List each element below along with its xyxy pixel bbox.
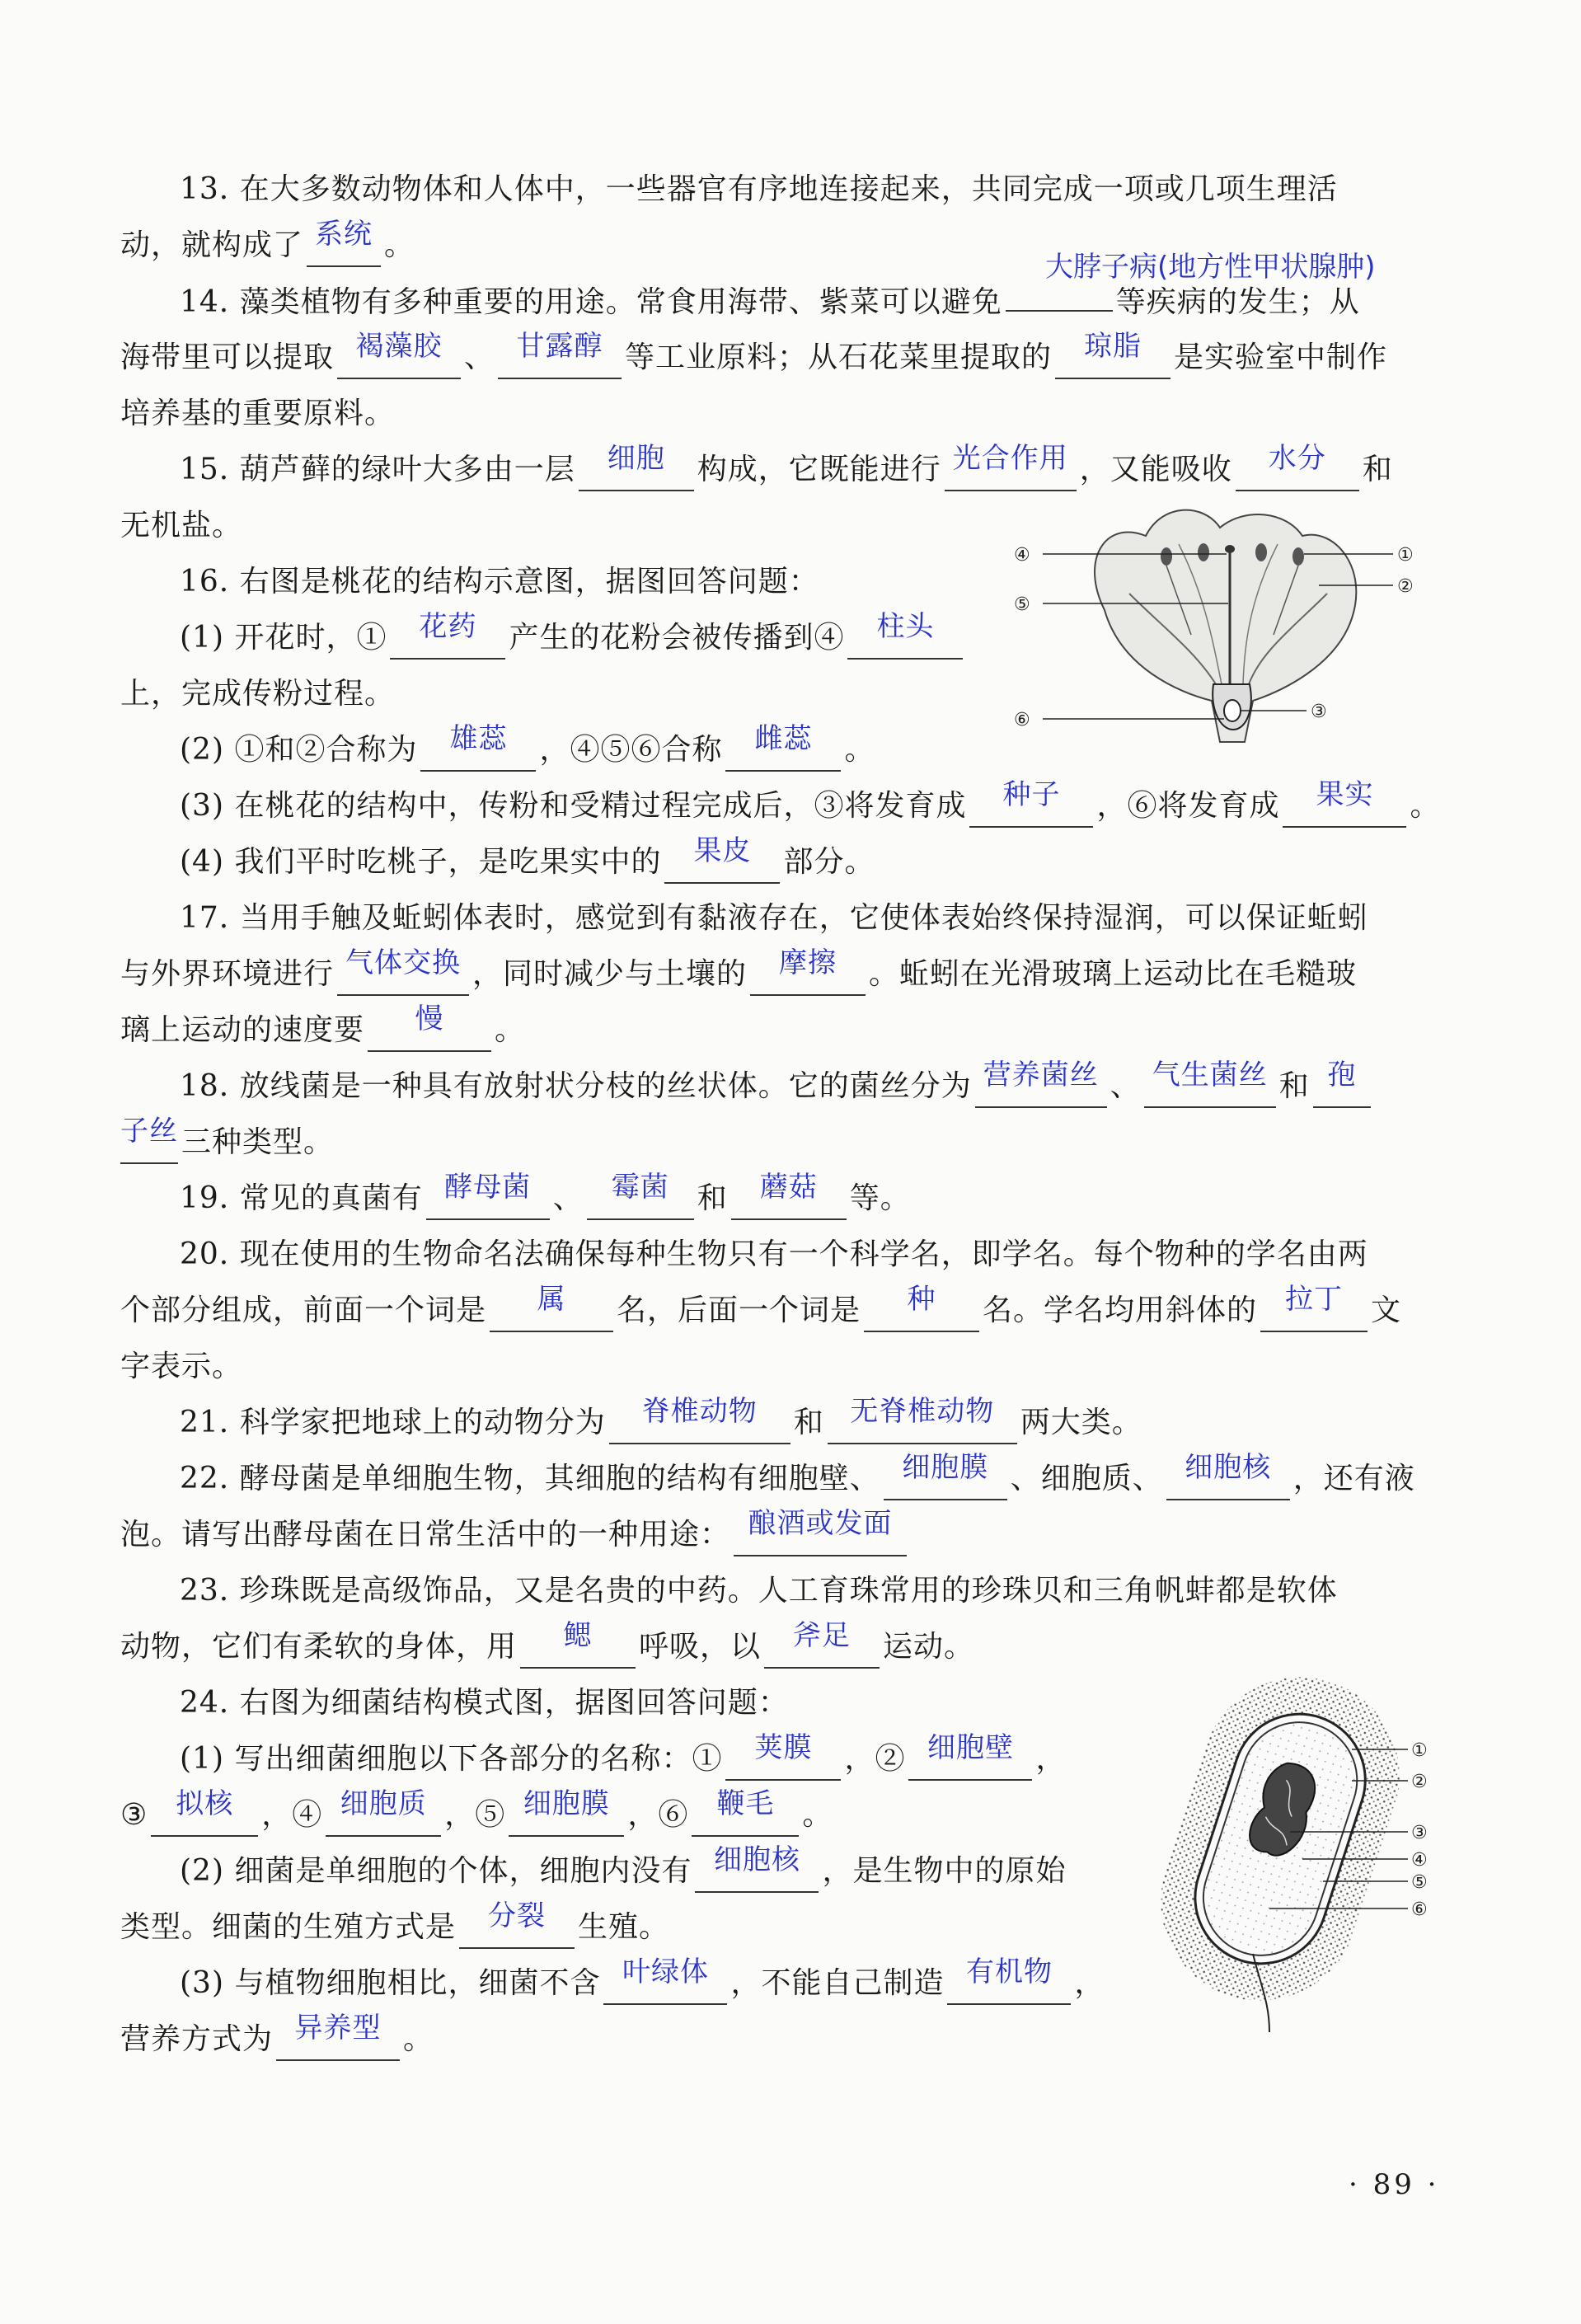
q19-blank-3[interactable] <box>731 1171 847 1220</box>
q15-text: ，又能吸收 <box>1079 453 1232 486</box>
q24-answer-8: 分裂 <box>488 1899 547 1932</box>
q15-blank-1[interactable] <box>579 442 694 491</box>
q16-answer-6: 果实 <box>1316 778 1374 811</box>
q23-line1: 23. 珍珠既是高级饰品，又是名贵的中药。人工育珠常用的珍珠贝和三角帆蚌都是软体 <box>180 1574 1338 1608</box>
q19-blank-2[interactable] <box>587 1171 694 1220</box>
q24-answer-2: 细胞壁 <box>927 1731 1014 1764</box>
q24-answer-1: 荚膜 <box>754 1731 813 1764</box>
q19-text: 、 <box>552 1181 584 1215</box>
bacterium-label-1: ① <box>1411 1740 1428 1761</box>
q24-text: ，⑥ <box>627 1798 689 1832</box>
q24-blank-2[interactable] <box>908 1731 1032 1781</box>
flower-label-4: ④ <box>1014 545 1030 566</box>
q17-line2 <box>120 946 1439 1002</box>
flower-label-3: ③ <box>1311 702 1327 722</box>
q14-answer-3: 甘露醇 <box>516 330 603 363</box>
q20-blank-2[interactable] <box>864 1283 979 1332</box>
q19-text: 和 <box>697 1181 728 1215</box>
q24-text: 。 <box>403 2022 434 2056</box>
q17-blank-3[interactable] <box>368 1002 491 1052</box>
q14-line3: 培养基的重要原料。 <box>120 397 396 430</box>
question-20 <box>120 1227 1439 1395</box>
q24-text: (1) 写出细菌细胞以下各部分的名称：① <box>180 1742 723 1776</box>
q19-text: 等。 <box>849 1181 911 1215</box>
q20-answer-3: 拉丁 <box>1285 1283 1344 1316</box>
bacterium-label-3: ③ <box>1411 1823 1428 1843</box>
q14-line2 <box>120 330 1439 386</box>
q19-answer-3: 蘑菇 <box>759 1171 818 1204</box>
q17-text: ，同时减少与土壤的 <box>472 957 748 991</box>
q24-blank-1[interactable] <box>725 1731 841 1781</box>
question-18 <box>120 1059 1439 1171</box>
flower-label-5: ⑤ <box>1014 594 1030 615</box>
flower-label-6: ⑥ <box>1014 710 1030 730</box>
q14-blank-1[interactable] <box>1006 274 1113 312</box>
q24-line1: 24. 右图为细菌结构模式图，据图回答问题： <box>180 1686 789 1720</box>
q13-text: 动，就构成了 <box>120 228 304 262</box>
q16-blank-3[interactable] <box>420 722 536 772</box>
q18-answer-2: 气生菌丝 <box>1152 1059 1268 1092</box>
peach-flower-figure <box>1006 495 1434 767</box>
q20-line3: 字表示。 <box>120 1350 243 1383</box>
q24-text: ③ <box>120 1798 148 1832</box>
q24-blank-3[interactable] <box>151 1787 258 1837</box>
q24-text: ，⑤ <box>444 1798 506 1832</box>
q20-blank-1[interactable] <box>490 1283 613 1332</box>
q18-line1 <box>120 1059 1439 1115</box>
q24-text: 生殖。 <box>578 1910 670 1944</box>
q24-text: (3) 与植物细胞相比，细菌不含 <box>180 1966 601 2000</box>
q14-blank-3[interactable] <box>498 330 622 379</box>
q16-text: ，④⑤⑥合称 <box>539 733 723 767</box>
q15-line2: 无机盐。 <box>120 509 243 542</box>
q22-answer-3: 酿酒或发面 <box>748 1507 893 1540</box>
bacterium-label-4: ④ <box>1411 1850 1428 1871</box>
q22-blank-3[interactable] <box>734 1507 907 1556</box>
q16-blank-2[interactable] <box>847 610 963 660</box>
q23-text: 呼吸，以 <box>639 1630 762 1664</box>
q24-text: 类型。细菌的生殖方式是 <box>120 1910 457 1944</box>
q18-answer-3a: 孢 <box>1327 1059 1357 1092</box>
q17-answer-3: 慢 <box>415 1002 444 1035</box>
q14-text: 海带里可以提取 <box>120 340 335 374</box>
q15-blank-3[interactable] <box>1236 442 1359 491</box>
q15-answer-3: 水分 <box>1268 442 1326 475</box>
q17-blank-1[interactable] <box>337 946 469 996</box>
q23-answer-2: 斧足 <box>793 1619 851 1652</box>
question-14 <box>120 274 1439 442</box>
q24-answer-10: 有机物 <box>965 1955 1053 1988</box>
q15-line1 <box>120 442 1439 498</box>
question-22 <box>120 1451 1439 1563</box>
q14-text: 14. 藻类植物有多种重要的用途。常食用海带、紫菜可以避免 <box>180 285 1002 319</box>
q18-blank-3[interactable] <box>1313 1059 1371 1108</box>
q24-blank-7[interactable] <box>695 1843 819 1893</box>
q15-answer-1: 细胞 <box>607 442 665 475</box>
q16-line1: 16. 右图是桃花的结构示意图，据图回答问题： <box>180 565 819 599</box>
q20-line1: 20. 现在使用的生物命名法确保每种生物只有一个科学名，即学名。每个物种的学名由两 <box>180 1237 1368 1271</box>
q22-text: 、细胞质、 <box>1010 1462 1163 1495</box>
bacterium-figure <box>1146 1657 1443 2036</box>
q18-text: 18. 放线菌是一种具有放射状分枝的丝状体。它的菌丝分为 <box>180 1069 972 1103</box>
q21-text: 两大类。 <box>1020 1406 1142 1439</box>
q14-answer-4: 琼脂 <box>1084 330 1142 363</box>
q23-text: 运动。 <box>883 1630 975 1664</box>
q22-line2 <box>120 1507 1439 1563</box>
q17-text: 与外界环境进行 <box>120 957 335 991</box>
q14-line1 <box>120 274 1439 330</box>
q24-blank-4[interactable] <box>326 1787 441 1837</box>
q16-blank-7[interactable] <box>664 834 780 884</box>
q24-blank-6[interactable] <box>692 1787 799 1837</box>
q14-answer-1: 大脖子病(地方性甲状腺肿) <box>1045 251 1376 284</box>
q17-answer-1: 气体交换 <box>345 946 462 979</box>
q16-answer-5: 种子 <box>1002 778 1061 811</box>
q17-blank-2[interactable] <box>750 946 866 996</box>
q22-line1 <box>120 1451 1439 1507</box>
q21-blank-2[interactable] <box>828 1395 1017 1444</box>
question-17 <box>120 890 1439 1059</box>
q16-blank-5[interactable] <box>969 778 1093 828</box>
q22-answer-1: 细胞膜 <box>902 1451 989 1484</box>
q16-answer-7: 果皮 <box>693 834 752 867</box>
q14-answer-2: 褐藻胶 <box>355 330 443 363</box>
question-21 <box>120 1395 1439 1451</box>
q18-line2 <box>120 1115 1439 1171</box>
q16-answer-2: 柱头 <box>876 610 935 643</box>
q19-text: 19. 常见的真菌有 <box>180 1181 423 1215</box>
question-19 <box>120 1171 1439 1227</box>
q18-blank-2[interactable] <box>1144 1059 1276 1108</box>
q13-blank-1[interactable] <box>307 218 381 267</box>
q22-text: 泡。请写出酵母菌在日常生活中的一种用途： <box>120 1518 731 1552</box>
q18-answer-3b: 子丝 <box>120 1115 178 1148</box>
q17-text: 。蚯蚓在光滑玻璃上运动比在毛糙玻 <box>869 957 1358 991</box>
q20-text: 名，后面一个词是 <box>617 1293 861 1327</box>
q16-blank-6[interactable] <box>1283 778 1406 828</box>
q14-text: 、 <box>464 340 495 374</box>
q15-text: 15. 葫芦藓的绿叶大多由一层 <box>180 453 575 486</box>
q24-text: 。 <box>802 1798 833 1832</box>
q17-line1: 17. 当用手触及蚯蚓体表时，感觉到有黏液存在，它使体表始终保持湿润，可以保证蚯蚓 <box>180 901 1368 935</box>
q23-text: 动物，它们有柔软的身体，用 <box>120 1630 518 1664</box>
q16-answer-1: 花药 <box>419 610 477 643</box>
q20-line2 <box>120 1283 1439 1339</box>
q24-text: ，是生物中的原始 <box>822 1854 1067 1888</box>
bacterium-label-5: ⑤ <box>1411 1872 1428 1893</box>
q24-answer-6: 鞭毛 <box>716 1787 775 1820</box>
q17-answer-2: 摩擦 <box>779 946 837 979</box>
q22-answer-2: 细胞核 <box>1185 1451 1272 1484</box>
q18-text: 、 <box>1110 1069 1141 1103</box>
q14-text: 等疾病的发生；从 <box>1115 285 1360 319</box>
q24-text: ， <box>1035 1742 1067 1776</box>
q16-part1-line2: 上，完成传粉过程。 <box>120 677 396 711</box>
q22-blank-1[interactable] <box>884 1451 1007 1500</box>
q21-answer-1: 脊椎动物 <box>641 1395 758 1428</box>
q14-blank-2[interactable] <box>337 330 461 379</box>
q20-text: 个部分组成，前面一个词是 <box>120 1293 487 1327</box>
q20-text: 文 <box>1371 1293 1402 1327</box>
q17-text: 。 <box>495 1013 526 1047</box>
q24-blank-9[interactable] <box>603 1955 727 2005</box>
q16-blank-1[interactable] <box>390 610 505 660</box>
q19-answer-1: 酵母菌 <box>444 1171 532 1204</box>
q21-text: 21. 科学家把地球上的动物分为 <box>180 1406 606 1439</box>
q16-part3 <box>120 778 1439 834</box>
q24-answer-9: 叶绿体 <box>622 1955 709 1988</box>
q14-text: 是实验室中制作 <box>1174 340 1388 374</box>
q24-answer-5: 细胞膜 <box>523 1787 610 1820</box>
q23-answer-1: 鳃 <box>563 1619 593 1652</box>
q16-text: 。 <box>844 733 875 767</box>
q16-answer-4: 雌蕊 <box>754 722 813 755</box>
page-number: · 89 · <box>1349 2168 1440 2201</box>
q18-answer-1: 营养菌丝 <box>983 1059 1099 1092</box>
q20-blank-3[interactable] <box>1260 1283 1368 1332</box>
q16-text: (1) 开花时，① <box>180 621 387 655</box>
q19-blank-1[interactable] <box>426 1171 550 1220</box>
flower-label-2: ② <box>1397 576 1414 597</box>
q24-text: ，不能自己制造 <box>730 1966 945 2000</box>
q24-answer-7: 细胞核 <box>713 1843 800 1876</box>
q13-answer-1: 系统 <box>315 218 373 251</box>
q23-blank-2[interactable] <box>764 1619 880 1669</box>
q13-text: 。 <box>384 228 415 262</box>
q23-blank-1[interactable] <box>520 1619 636 1669</box>
q22-text: 22. 酵母菌是单细胞生物，其细胞的结构有细胞壁、 <box>180 1462 880 1495</box>
q16-text: ，⑥将发育成 <box>1096 789 1280 823</box>
q22-blank-2[interactable] <box>1166 1451 1290 1500</box>
q24-text: ，② <box>844 1742 906 1776</box>
q16-part4 <box>120 834 1439 890</box>
q20-answer-2: 种 <box>907 1283 936 1316</box>
q24-text: (2) 细菌是单细胞的个体，细胞内没有 <box>180 1854 692 1888</box>
q21-line1 <box>120 1395 1439 1451</box>
q24-blank-8[interactable] <box>459 1899 575 1949</box>
q24-answer-3: 拟核 <box>176 1787 234 1820</box>
q24-answer-11: 异养型 <box>294 2012 382 2045</box>
q24-answer-4: 细胞质 <box>340 1787 427 1820</box>
q18-blank-3-cont[interactable] <box>120 1115 178 1164</box>
q24-text: ， <box>1074 1966 1105 2000</box>
q19-line1 <box>120 1171 1439 1227</box>
q20-answer-1: 属 <box>537 1283 566 1316</box>
q16-text: (3) 在桃花的结构中，传粉和受精过程完成后，③将发育成 <box>180 789 967 823</box>
q21-text: 和 <box>793 1406 824 1439</box>
q24-blank-5[interactable] <box>509 1787 624 1837</box>
q16-blank-4[interactable] <box>725 722 841 772</box>
q18-blank-1[interactable] <box>975 1059 1107 1108</box>
q19-answer-2: 霉菌 <box>611 1171 669 1204</box>
q16-text: 。 <box>1410 789 1441 823</box>
q16-text: (2) ①和②合称为 <box>180 733 418 767</box>
q24-blank-10[interactable] <box>947 1955 1071 2005</box>
q18-text: 和 <box>1278 1069 1310 1103</box>
bacterium-label-2: ② <box>1411 1772 1428 1792</box>
q22-text: ，还有液 <box>1292 1462 1415 1495</box>
q15-text: 和 <box>1362 453 1393 486</box>
q24-text: 营养方式为 <box>120 2022 274 2056</box>
q14-blank-4[interactable] <box>1055 330 1171 379</box>
q13-line1: 13. 在大多数动物体和人体中，一些器官有序地连接起来，共同完成一项或几项生理活 <box>180 172 1338 206</box>
q15-blank-2[interactable] <box>945 442 1077 491</box>
q21-blank-1[interactable] <box>609 1395 790 1444</box>
q24-text: ，④ <box>261 1798 323 1832</box>
q16-answer-3: 雄蕊 <box>449 722 508 755</box>
q21-answer-2: 无脊椎动物 <box>850 1395 995 1428</box>
flower-label-1: ① <box>1397 545 1414 566</box>
q14-text: 等工业原料；从石花菜里提取的 <box>625 340 1053 374</box>
q15-text: 构成，它既能进行 <box>697 453 941 486</box>
q15-answer-2: 光合作用 <box>952 442 1068 475</box>
bacterium-label-6: ⑥ <box>1411 1899 1428 1920</box>
q24-blank-11[interactable] <box>276 2012 400 2061</box>
q17-text: 璃上运动的速度要 <box>120 1013 365 1047</box>
q18-text: 三种类型。 <box>181 1125 335 1159</box>
q16-text: (4) 我们平时吃桃子，是吃果实中的 <box>180 845 662 879</box>
q17-line3 <box>120 1002 1439 1059</box>
q16-text: 产生的花粉会被传播到④ <box>509 621 845 655</box>
q16-text: 部分。 <box>783 845 875 879</box>
q20-text: 名。学名均用斜体的 <box>983 1293 1258 1327</box>
